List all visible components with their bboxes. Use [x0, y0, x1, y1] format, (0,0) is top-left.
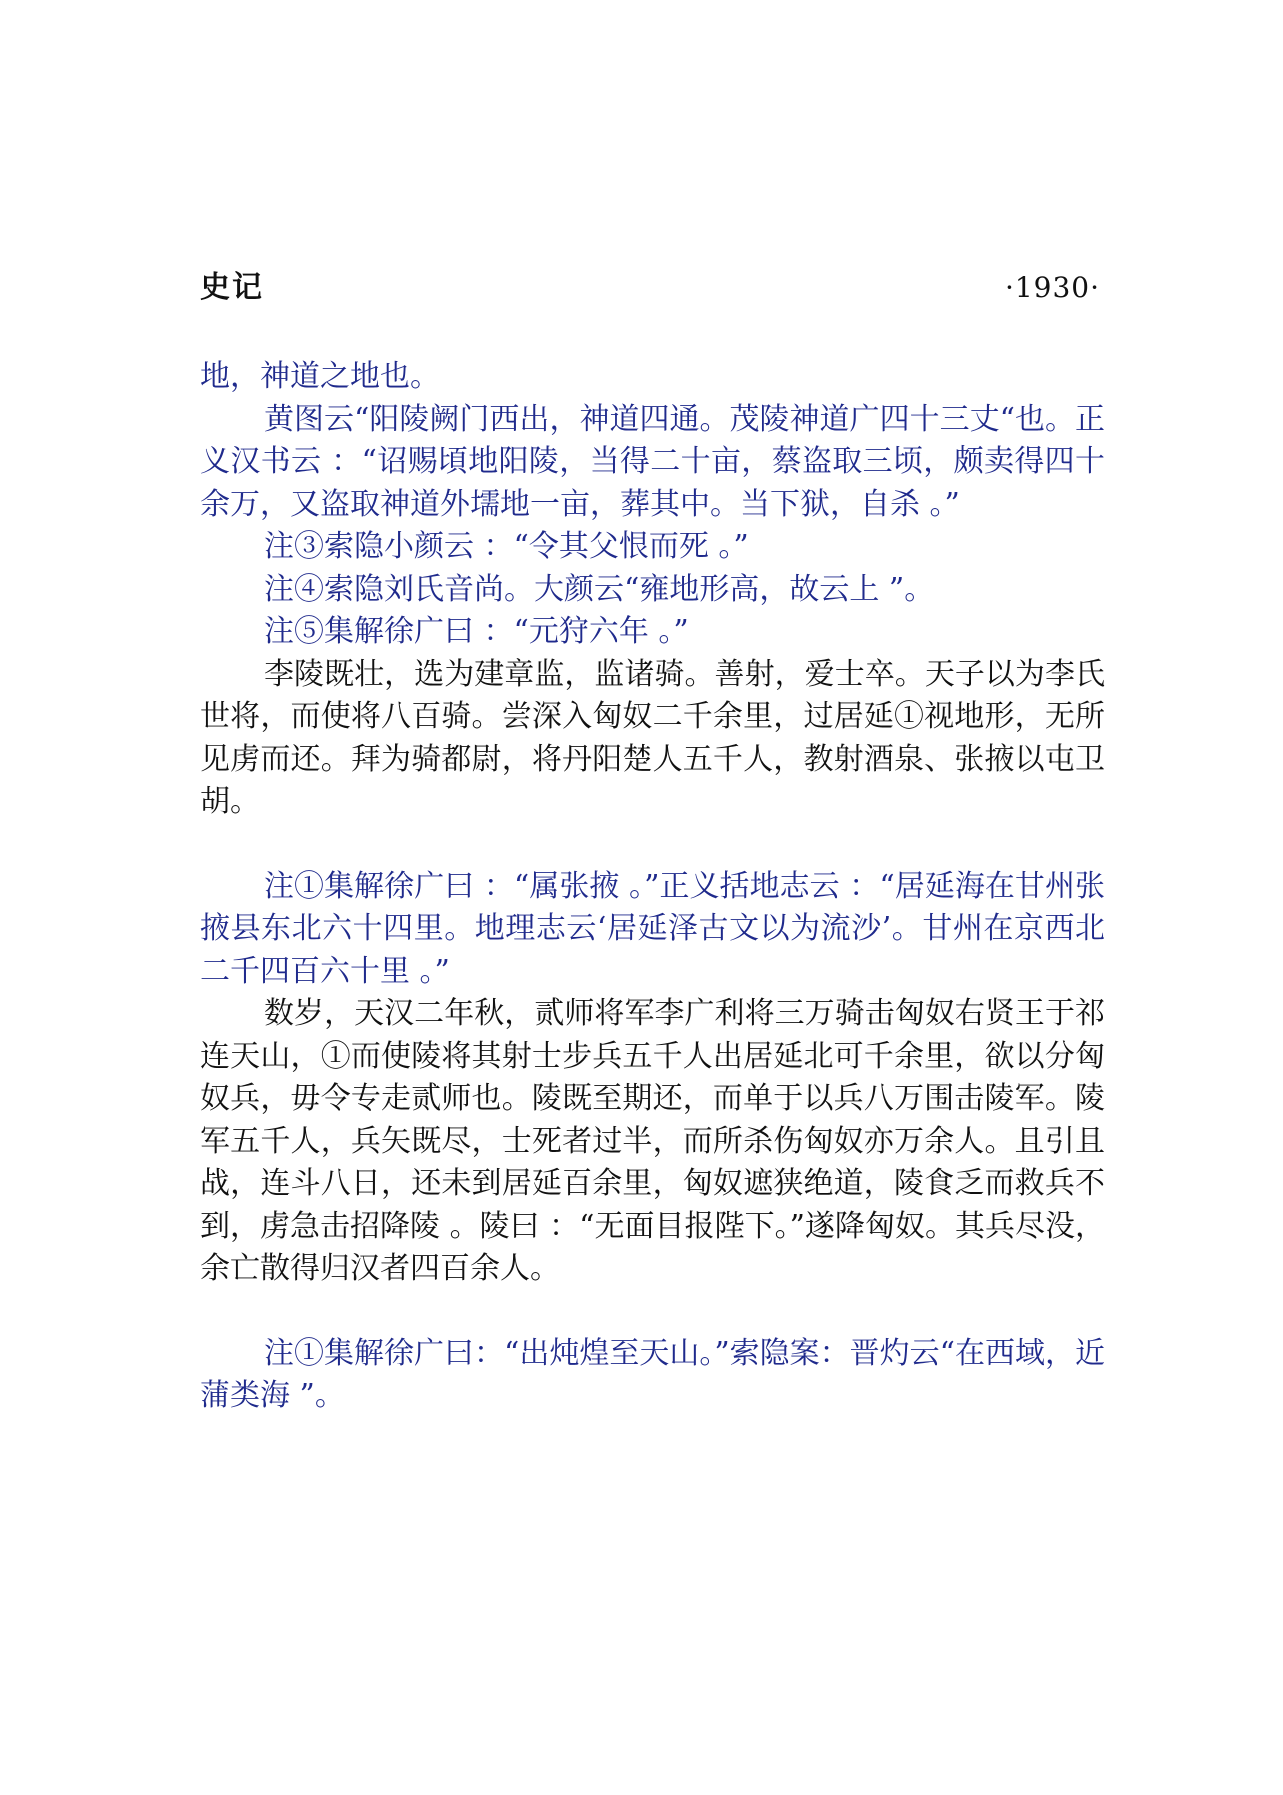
- paragraph-fragment: 地，神道之地也。: [200, 359, 440, 394]
- annotation-note: 注⑤集解徐广曰 ：“元狩六年 。”: [264, 614, 689, 649]
- book-title: 史记: [200, 270, 264, 305]
- annotation-paragraph: 黄图云“阳陵阙门西出，神道四通。茂陵神道广四十三丈“也。正义汉书云 ：“诏赐頃地阳陵，当得二十亩，蔡盗取三顷，颇卖得四十余万，又盗取神道外壖地一亩，葬其中。当下狱，自杀 。”: [200, 401, 1105, 522]
- annotation-note: 注①集解徐广曰：“出炖煌至天山。”索隐案：晋灼云“在西域，近蒲类海 ”。: [200, 1335, 1106, 1413]
- main-text-paragraph: 李陵既壮，选为建章监，监诸骑。善射，爱士卒。天子以为李氏世将，而使将八百骑。尝深入匈奴二千余里，过居延①视地形，无所见虏而还。拜为骑都尉，将丹阳楚人五千人，教射酒泉、张掖以屯卫胡。: [200, 656, 1105, 819]
- paragraph-gap: [200, 824, 1105, 866]
- page-number: ·1930·: [1004, 271, 1100, 304]
- main-text-paragraph: 数岁，天汉二年秋，贰师将军李广利将三万骑击匈奴右贤王于祁连天山，①而使陵将其射士步兵五千人出居延北可千余里，欲以分匈奴兵，毋令专走贰师也。陵既至期还，而单于以兵八万围击陵军。陵军五千人，兵矢既尽，士死者过半，而所杀伤匈奴亦万余人。且引且战，连斗八日，还未到居延百余里，匈奴遮狭绝道，陵食乏而救兵不到，虏急击招降陵 。陵曰 ：“无面目报陛下。”遂降匈奴。其兵尽没，余亡散得归汉者四百余人。: [200, 996, 1105, 1286]
- annotation-note: 注④索隐刘氏音尚。大颜云“雍地形高，故云上 ”。: [264, 571, 935, 607]
- annotation-note: 注①集解徐广曰 ：“属张掖 。”正义括地志云 ：“居延海在甘州张掖县东北六十四里。地理志云‘居延泽古文以为流沙’。甘州在京西北二千四百六十里 。”: [200, 868, 1105, 989]
- paragraph-gap: [200, 1291, 1105, 1333]
- annotation-note: 注③索隐小颜云 ：“令其父恨而死 。”: [264, 529, 749, 564]
- body-text: [200, 356, 1105, 1418]
- page-header: [200, 268, 1100, 308]
